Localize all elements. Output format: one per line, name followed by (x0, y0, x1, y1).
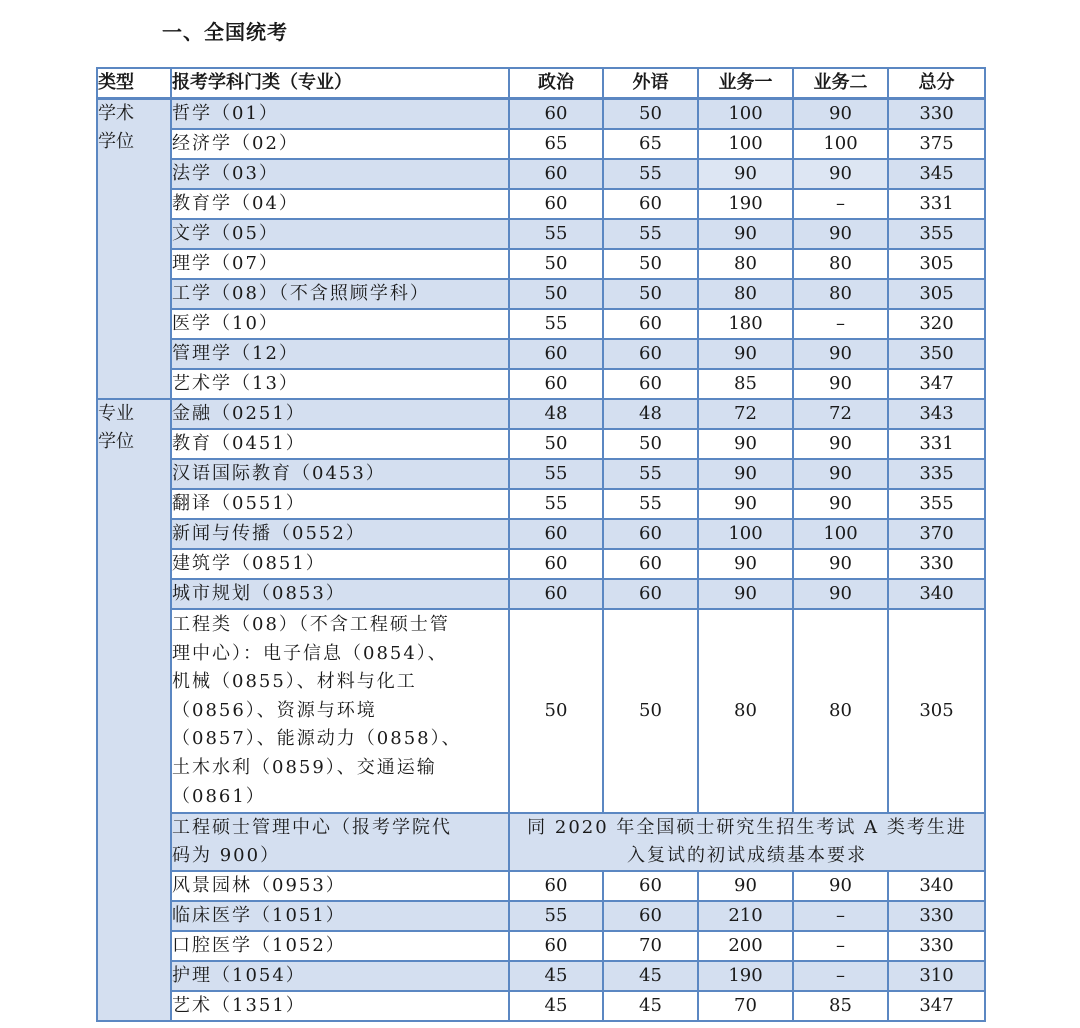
subject-line: 土木水利（0859）、交通运输 (172, 756, 437, 778)
total-cell: 340 (888, 871, 985, 901)
type-label-line: 学位 (98, 431, 134, 452)
note-cell (509, 813, 985, 871)
course2-cell: – (793, 189, 888, 219)
politics-cell: 55 (509, 489, 603, 519)
total-cell: 331 (888, 429, 985, 459)
total-cell: 340 (888, 579, 985, 609)
table-row (97, 579, 985, 609)
course2-cell: – (793, 901, 888, 931)
header-subject: 报考学科门类（专业） (171, 68, 509, 99)
course2-cell: – (793, 931, 888, 961)
course1-cell: 200 (698, 931, 793, 961)
type-label-line: 学位 (98, 131, 134, 152)
table-row (97, 489, 985, 519)
subject-cell: 医学（10） (171, 309, 509, 339)
course1-cell: 90 (698, 579, 793, 609)
table-row (97, 129, 985, 159)
header-language: 外语 (603, 68, 698, 99)
subject-cell: 艺术学（13） (171, 369, 509, 399)
course2-cell: 100 (793, 519, 888, 549)
type-label-line: 学术 (98, 103, 134, 124)
header-row (97, 68, 985, 99)
course2-cell: 90 (793, 871, 888, 901)
table-row (97, 99, 985, 130)
header-politics: 政治 (509, 68, 603, 99)
header-total: 总分 (888, 68, 985, 99)
note-line: 同 2020 年全国硕士研究生招生考试 A 类考生进 (527, 817, 967, 839)
subject-cell: 风景园林（0953） (171, 871, 509, 901)
language-cell: 50 (603, 279, 698, 309)
subject-line: 机械（0855）、材料与化工 (172, 671, 417, 693)
table-row (97, 813, 985, 871)
total-cell: 305 (888, 249, 985, 279)
language-cell: 60 (603, 901, 698, 931)
course2-cell: 72 (793, 399, 888, 429)
total-cell: 375 (888, 129, 985, 159)
language-cell: 50 (603, 99, 698, 130)
language-cell: 55 (603, 459, 698, 489)
course2-cell: 80 (793, 609, 888, 813)
total-cell: 330 (888, 99, 985, 130)
course1-cell: 90 (698, 489, 793, 519)
politics-cell: 55 (509, 309, 603, 339)
language-cell: 60 (603, 549, 698, 579)
subject-cell: 哲学（01） (171, 99, 509, 130)
subject-cell (171, 609, 509, 813)
course1-cell: 90 (698, 459, 793, 489)
total-cell: 345 (888, 159, 985, 189)
course2-cell: 90 (793, 429, 888, 459)
politics-cell: 60 (509, 189, 603, 219)
politics-cell: 48 (509, 399, 603, 429)
subject-line: （0856）、资源与环境 (172, 699, 377, 721)
subject-line: 工程硕士管理中心（报考学院代 (172, 817, 452, 839)
total-cell: 310 (888, 961, 985, 991)
course2-cell: 100 (793, 129, 888, 159)
total-cell: 347 (888, 369, 985, 399)
course2-cell: – (793, 961, 888, 991)
language-cell: 55 (603, 219, 698, 249)
course1-cell: 90 (698, 871, 793, 901)
politics-cell: 60 (509, 99, 603, 130)
course1-cell: 72 (698, 399, 793, 429)
header-course2: 业务二 (793, 68, 888, 99)
course1-cell: 90 (698, 159, 793, 189)
subject-line: 工程类（08）（不含工程硕士管 (172, 614, 450, 635)
subject-cell: 临床医学（1051） (171, 901, 509, 931)
total-cell: 331 (888, 189, 985, 219)
language-cell: 50 (603, 249, 698, 279)
type-label-line: 专业 (98, 403, 134, 424)
politics-cell: 60 (509, 871, 603, 901)
score-requirements-table (96, 67, 986, 1022)
course1-cell: 70 (698, 991, 793, 1021)
subject-cell: 翻译（0551） (171, 489, 509, 519)
language-cell: 60 (603, 369, 698, 399)
table-row (97, 159, 985, 189)
subject-cell: 理学（07） (171, 249, 509, 279)
course1-cell: 90 (698, 339, 793, 369)
course2-cell: 90 (793, 459, 888, 489)
total-cell: 343 (888, 399, 985, 429)
course1-cell: 80 (698, 249, 793, 279)
table-row (97, 931, 985, 961)
note-line: 入复试的初试成绩基本要求 (627, 845, 867, 867)
table-row (97, 519, 985, 549)
course2-cell: 90 (793, 489, 888, 519)
politics-cell: 60 (509, 159, 603, 189)
table-row (97, 609, 985, 813)
language-cell: 65 (603, 129, 698, 159)
subject-line: （0861） (172, 785, 266, 807)
total-cell: 330 (888, 901, 985, 931)
course1-cell: 80 (698, 609, 793, 813)
subject-cell: 管理学（12） (171, 339, 509, 369)
politics-cell: 50 (509, 279, 603, 309)
header-type: 类型 (97, 68, 171, 99)
course1-cell: 190 (698, 961, 793, 991)
course2-cell: 90 (793, 219, 888, 249)
table-row (97, 339, 985, 369)
total-cell: 305 (888, 609, 985, 813)
politics-cell: 60 (509, 339, 603, 369)
total-cell: 370 (888, 519, 985, 549)
politics-cell: 45 (509, 961, 603, 991)
subject-cell: 文学（05） (171, 219, 509, 249)
course2-cell: 90 (793, 99, 888, 130)
subject-line: 码为 900） (172, 845, 281, 867)
subject-cell: 护理（1054） (171, 961, 509, 991)
course2-cell: 90 (793, 339, 888, 369)
table-row (97, 429, 985, 459)
course1-cell: 180 (698, 309, 793, 339)
total-cell: 350 (888, 339, 985, 369)
table-row (97, 991, 985, 1021)
subject-cell: 新闻与传播（0552） (171, 519, 509, 549)
total-cell: 347 (888, 991, 985, 1021)
language-cell: 60 (603, 189, 698, 219)
type-academic-degree (97, 99, 171, 400)
language-cell: 60 (603, 309, 698, 339)
table-row (97, 901, 985, 931)
subject-cell: 教育学（04） (171, 189, 509, 219)
table-row (97, 249, 985, 279)
total-cell: 320 (888, 309, 985, 339)
language-cell: 60 (603, 339, 698, 369)
course1-cell: 100 (698, 129, 793, 159)
politics-cell: 55 (509, 219, 603, 249)
course1-cell: 210 (698, 901, 793, 931)
course2-cell: 90 (793, 369, 888, 399)
subject-line: 理中心）：电子信息（0854）、 (172, 642, 448, 664)
total-cell: 335 (888, 459, 985, 489)
course2-cell: – (793, 309, 888, 339)
language-cell: 70 (603, 931, 698, 961)
course2-cell: 90 (793, 549, 888, 579)
politics-cell: 45 (509, 991, 603, 1021)
subject-cell: 口腔医学（1052） (171, 931, 509, 961)
section-title: 一、全国统考 (162, 20, 288, 44)
politics-cell: 60 (509, 931, 603, 961)
language-cell: 45 (603, 961, 698, 991)
table-row (97, 871, 985, 901)
table-row (97, 189, 985, 219)
politics-cell: 60 (509, 549, 603, 579)
subject-cell: 金融（0251） (171, 399, 509, 429)
subject-cell: 经济学（02） (171, 129, 509, 159)
total-cell: 355 (888, 489, 985, 519)
language-cell: 50 (603, 429, 698, 459)
table-row (97, 399, 985, 429)
language-cell: 60 (603, 579, 698, 609)
language-cell: 48 (603, 399, 698, 429)
language-cell: 60 (603, 519, 698, 549)
total-cell: 330 (888, 931, 985, 961)
course2-cell: 80 (793, 279, 888, 309)
course1-cell: 80 (698, 279, 793, 309)
politics-cell: 50 (509, 249, 603, 279)
subject-cell: 汉语国际教育（0453） (171, 459, 509, 489)
total-cell: 305 (888, 279, 985, 309)
header-course1: 业务一 (698, 68, 793, 99)
total-cell: 355 (888, 219, 985, 249)
table-row (97, 369, 985, 399)
course2-cell: 80 (793, 249, 888, 279)
language-cell: 55 (603, 489, 698, 519)
subject-cell (171, 813, 509, 871)
language-cell: 60 (603, 871, 698, 901)
table-row (97, 459, 985, 489)
course1-cell: 90 (698, 549, 793, 579)
course1-cell: 90 (698, 219, 793, 249)
course1-cell: 90 (698, 429, 793, 459)
course1-cell: 100 (698, 99, 793, 130)
course2-cell: 85 (793, 991, 888, 1021)
course1-cell: 190 (698, 189, 793, 219)
table-row (97, 309, 985, 339)
course2-cell: 90 (793, 159, 888, 189)
course2-cell: 90 (793, 579, 888, 609)
politics-cell: 60 (509, 579, 603, 609)
language-cell: 55 (603, 159, 698, 189)
subject-cell: 法学（03） (171, 159, 509, 189)
subject-line: （0857）、能源动力（0858）、 (172, 728, 462, 750)
language-cell: 45 (603, 991, 698, 1021)
subject-cell: 建筑学（0851） (171, 549, 509, 579)
politics-cell: 60 (509, 369, 603, 399)
course1-cell: 100 (698, 519, 793, 549)
table-row (97, 219, 985, 249)
politics-cell: 50 (509, 609, 603, 813)
subject-cell: 城市规划（0853） (171, 579, 509, 609)
subject-cell: 艺术（1351） (171, 991, 509, 1021)
politics-cell: 65 (509, 129, 603, 159)
politics-cell: 50 (509, 429, 603, 459)
politics-cell: 60 (509, 519, 603, 549)
politics-cell: 55 (509, 459, 603, 489)
politics-cell: 55 (509, 901, 603, 931)
table-row (97, 549, 985, 579)
type-professional-degree (97, 399, 171, 1021)
table-row (97, 961, 985, 991)
language-cell: 50 (603, 609, 698, 813)
table-row (97, 279, 985, 309)
total-cell: 330 (888, 549, 985, 579)
subject-cell: 工学（08）（不含照顾学科） (171, 279, 509, 309)
course1-cell: 85 (698, 369, 793, 399)
subject-cell: 教育（0451） (171, 429, 509, 459)
